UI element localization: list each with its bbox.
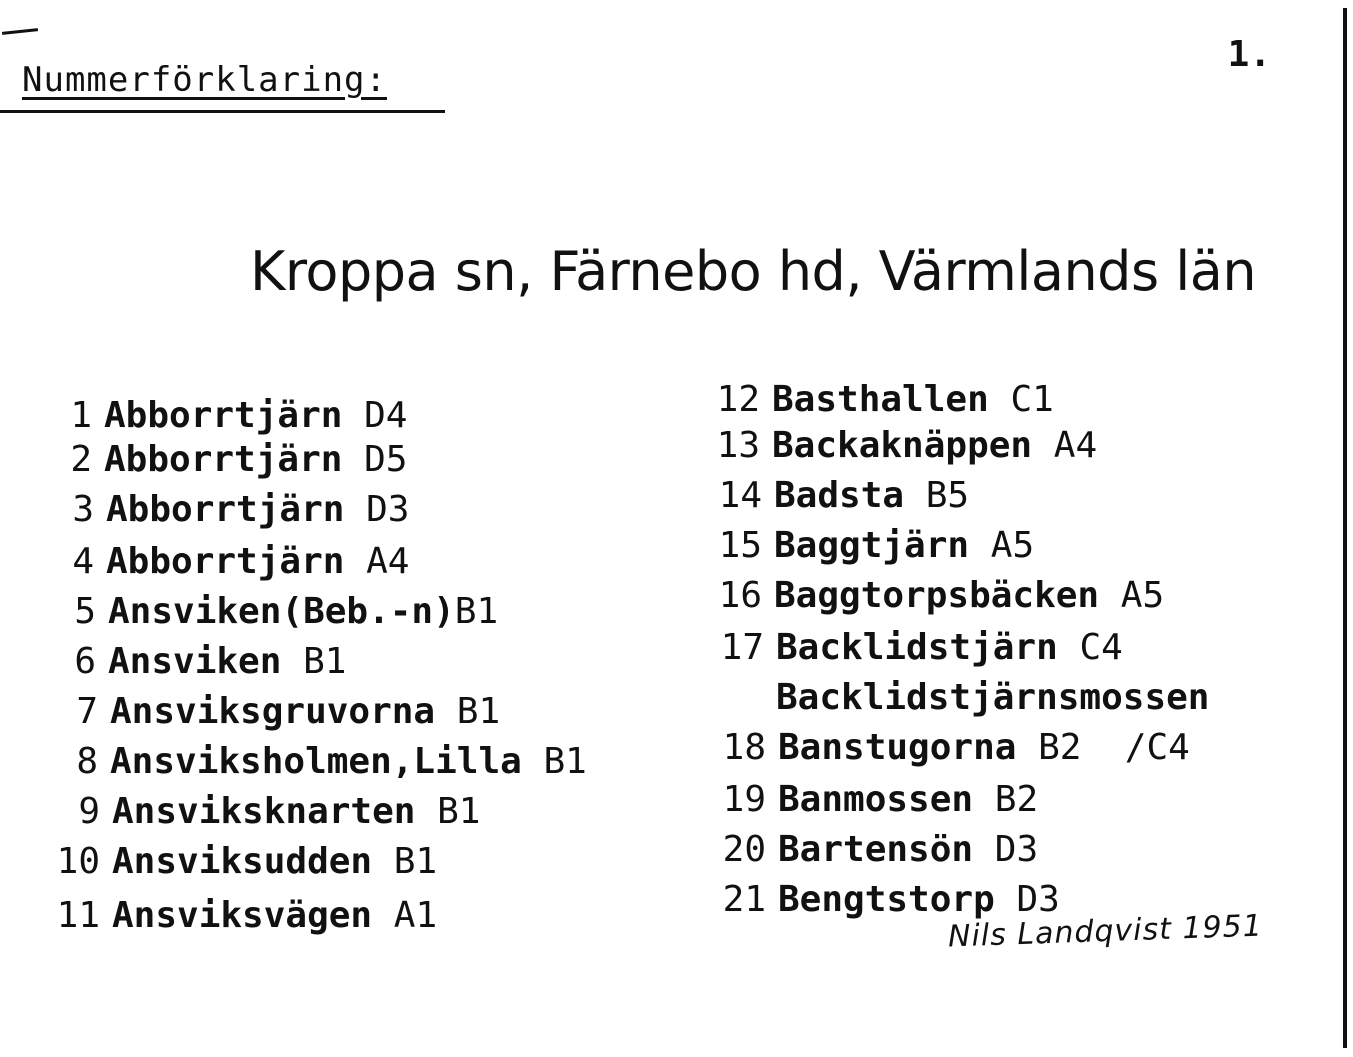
list-item bbox=[46, 692, 500, 732]
list-item bbox=[48, 842, 437, 882]
entry-name: Ansviksgruvorna bbox=[110, 691, 436, 732]
entry-name: Ansviksudden bbox=[112, 841, 373, 882]
card-title: Kroppa sn, Färnebo hd, Värmlands län bbox=[250, 240, 1257, 303]
entry-name: Backlidstjärn bbox=[776, 627, 1058, 668]
entry-number: 2 bbox=[70, 439, 92, 480]
heading-text: Nummerförklaring: bbox=[22, 60, 387, 100]
entry-number: 4 bbox=[72, 541, 94, 582]
entry-code: B5 bbox=[925, 475, 970, 516]
list-item bbox=[704, 628, 1123, 668]
entry-code: B1 bbox=[543, 741, 587, 782]
entry-name: Ansviksholmen,Lilla bbox=[110, 741, 522, 782]
list-item bbox=[48, 792, 480, 832]
list-item bbox=[706, 728, 1190, 768]
list-item bbox=[706, 830, 1038, 870]
list-item bbox=[702, 526, 1034, 566]
entry-code: D3 bbox=[1016, 879, 1060, 920]
entry-number: 11 bbox=[56, 895, 100, 936]
list-item bbox=[702, 576, 1164, 616]
entry-number: 8 bbox=[76, 741, 98, 782]
entry-name: Abborrtjärn bbox=[104, 395, 343, 436]
list-item bbox=[700, 426, 1097, 466]
entry-code: C1 bbox=[1010, 379, 1054, 420]
entry-number: 10 bbox=[56, 841, 100, 882]
entry-code: B1 bbox=[303, 641, 347, 682]
entry-name: Ansviken(Beb.-n) bbox=[108, 591, 455, 632]
list-item bbox=[40, 396, 407, 436]
entry-number: 16 bbox=[718, 575, 762, 616]
entry-number: 21 bbox=[722, 879, 766, 920]
list-item bbox=[702, 476, 969, 516]
entry-code: B2 bbox=[994, 779, 1039, 820]
entry-code: B1 bbox=[437, 791, 481, 832]
entry-name: Basthallen bbox=[772, 379, 989, 420]
entry-code: A5 bbox=[1120, 575, 1165, 616]
entry-name: Abborrtjärn bbox=[106, 541, 345, 582]
page-number: 1. bbox=[1227, 34, 1271, 75]
entry-number: 5 bbox=[74, 591, 96, 632]
entry-number: 17 bbox=[720, 627, 764, 668]
list-item bbox=[704, 678, 1209, 718]
list-item bbox=[44, 592, 498, 632]
entry-number: 15 bbox=[718, 525, 762, 566]
entry-name: Baggtjärn bbox=[774, 525, 970, 566]
entry-number: 13 bbox=[716, 425, 760, 466]
list-item bbox=[48, 896, 437, 936]
list-item bbox=[46, 742, 587, 782]
entry-number: 18 bbox=[722, 727, 766, 768]
entry-name: Badsta bbox=[774, 475, 905, 516]
entry-name: Bengtstorp bbox=[778, 879, 995, 920]
entry-name: Banstugorna bbox=[778, 727, 1017, 768]
entry-name: Bartensön bbox=[778, 829, 974, 870]
entry-name: Backlidstjärnsmossen bbox=[776, 677, 1210, 718]
corner-mark bbox=[2, 28, 38, 35]
entry-code: D3 bbox=[994, 829, 1039, 870]
entry-code: D5 bbox=[364, 439, 408, 480]
list-item bbox=[706, 780, 1038, 820]
entry-number: 9 bbox=[78, 791, 100, 832]
entry-code: A5 bbox=[990, 525, 1035, 566]
entry-code: B1 bbox=[393, 841, 438, 882]
entry-code: A4 bbox=[1053, 425, 1098, 466]
entry-code: C4 bbox=[1079, 627, 1123, 668]
entry-name: Backaknäppen bbox=[772, 425, 1033, 466]
entry-number: 7 bbox=[76, 691, 98, 732]
list-item bbox=[706, 880, 1060, 920]
entry-number: 20 bbox=[722, 829, 766, 870]
entry-name: Banmossen bbox=[778, 779, 974, 820]
list-item bbox=[700, 380, 1054, 420]
entry-number: 3 bbox=[72, 489, 94, 530]
heading bbox=[22, 60, 387, 100]
list-item bbox=[42, 490, 409, 530]
entry-code: D3 bbox=[366, 489, 410, 530]
entry-name: Ansviksvägen bbox=[112, 895, 373, 936]
entry-number: 19 bbox=[722, 779, 766, 820]
list-item bbox=[42, 542, 409, 582]
entry-code: A1 bbox=[393, 895, 438, 936]
signature: Nils Landqvist 1951 bbox=[947, 908, 1264, 955]
entry-number: 14 bbox=[718, 475, 762, 516]
card-edge-line bbox=[1343, 8, 1347, 1048]
entry-code: B1 bbox=[456, 691, 501, 732]
entry-code: A4 bbox=[366, 541, 410, 582]
list-item bbox=[40, 440, 407, 480]
heading-underline bbox=[0, 110, 445, 113]
entry-number: 1 bbox=[70, 395, 92, 436]
entry-name: Abborrtjärn bbox=[106, 489, 345, 530]
entry-name: Abborrtjärn bbox=[104, 439, 343, 480]
entry-number: 12 bbox=[716, 379, 760, 420]
entry-code: B1 bbox=[454, 591, 499, 632]
entry-name: Ansviken bbox=[108, 641, 282, 682]
entry-name: Baggtorpsbäcken bbox=[774, 575, 1100, 616]
entry-number: 6 bbox=[74, 641, 96, 682]
list-item bbox=[44, 642, 346, 682]
entry-code: B2 /C4 bbox=[1038, 727, 1190, 768]
entry-code: D4 bbox=[364, 395, 408, 436]
entry-name: Ansviksknarten bbox=[112, 791, 416, 832]
